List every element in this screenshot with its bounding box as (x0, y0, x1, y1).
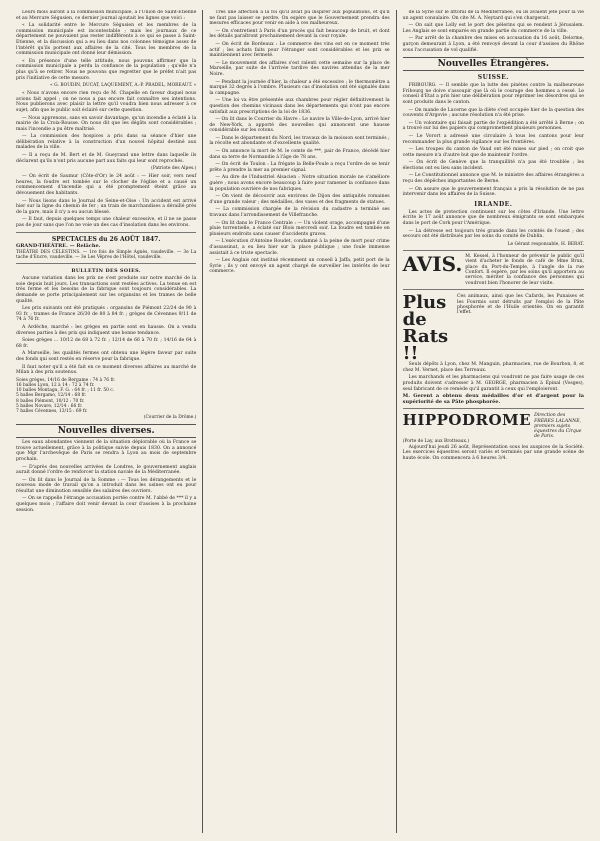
silk-price-item: 5 balles Bergamo, 12/14 : 68 fr. (16, 393, 87, 399)
irlande-heading: IRLANDE. (474, 200, 513, 208)
article-paragraph: — Dans le département du Nord, les travaux de la moisson sont terminés ; la récolte est abondante et d'excellente qualité. (209, 135, 390, 147)
theatre-listing: THÉÂTRE DES CÉLESTINS. — 1re fois de Simple Agnès, vaudeville. — 3e La tache d'Encre, vaudeville. — 3e Les Vêpres de l'Hôtel, vaudeville. (16, 249, 197, 260)
divider (403, 408, 584, 409)
divider (16, 263, 196, 264)
divider (403, 289, 584, 290)
article-paragraph: A Ardèche, marché : les grèges en partie sont en hausse. On a vendu diverses parties à des prix qui indiquent une bonne tendance. (16, 324, 197, 336)
silk-price-item: 5 balles Novare, 12/14 : 66 fr. (16, 403, 83, 409)
hippodrome-direction: Direction des FRÈRES LALANNE, premiers sujets équestres du Cirque de Paris. (534, 413, 582, 440)
avis-text: M. Kessel, à l'honneur de prévenir le public qu'il vient d'acheter le fonds de café de Mme Brun, place du Port-du-Temple, à l'angle de la rue Confort. Il espère, par les soins qu'il apportera au service, mériter la confiance des personnes qui voudront bien l'honorer de leur visite. (465, 253, 584, 286)
article-paragraph: — Par arrêt de la chambre des mises en accusation du 16 août, Delorme, garçon demeurant à Lyon, a été renvoyé devant la cour d'assises du Rhône sous l'accusation de vol qualifié. (402, 36, 584, 53)
article-paragraph: — On écrit de Bordeaux : Le commerce des vins est en ce moment très actif ; les achats faits pour l'étranger sont considérables et les prix se maintiennent avec fermeté. (209, 41, 390, 59)
article-paragraph: — On vient de découvrir aux environs de Dijon des antiquités romaines d'une grande valeur ; des médailles, des vases et des fragments de statues. (209, 194, 390, 205)
article-paragraph: — La commission chargée de la révision du cadastre a terminé ses travaux dans l'arrondissement de Villefranche. (209, 207, 390, 218)
article-paragraph: — Le Vorort a adressé une circulaire à tous les cantons pour leur recommander la plus grande vigilance sur les frontières. (402, 133, 584, 145)
article-paragraph: — Au dire de l'Industriel Alsacien : Notre situation morale ne s'améliore guère ; nous avons encore beaucoup à faire pour ramener la confiance dans la population ouvrière de nos fabriques. (209, 175, 390, 192)
article-paragraph: Les prix suivants ont été pratiqués : organsins de Piémont 22/24 de 90 à 93 fr. ; trames de France 26/30 de 80 à 84 fr. ; grèges de Cévennes 9/11 de 74 à 76 fr. (16, 306, 197, 323)
nouvelles-etrangeres-heading: Nouvelles Étrangères. (403, 57, 584, 71)
article-paragraph: M. Gerent a obtenu deux médailles d'or et d'argent pour la supériorité de sa Pâte phosphorée. (402, 393, 584, 405)
source-credit: (Patriote des Alpes.) (151, 166, 197, 172)
signature-line: « G. BOUDIN, DUCAT, LAQUEMENT, A.-P. PRADEL, MOREAUT. » (50, 83, 197, 89)
article-paragraph: — Il a reçu de M. Bert et de M. Gueyrand une lettre dans laquelle ils déclarent qu'ils n'ont pris aucune part aux faits qui leur sont reprochés. (16, 153, 197, 164)
article-paragraph: — On s'entretient à Paris d'un procès qui fait beaucoup de bruit, et dont les détails paraîtront prochainement devant la cour royale. (209, 28, 390, 40)
avis-title: AVIS. (402, 251, 463, 276)
article-paragraph: — Le Constitutionnel annonce que M. le ministre des affaires étrangères a reçu des dépêches importantes de Berne. (402, 173, 584, 185)
spectacles-heading: SPECTACLES du 26 AOÛT 1847. (51, 235, 161, 243)
article-paragraph: — On écrit de Saumur (Côte-d'Or) le 24 août : — Hier soir, vers neuf heures, la foudre est tombée sur le clocher de l'église et a causé un commencement d'incendie qui a été promptement éteint grâce au dévouement des habitants. (16, 174, 197, 197)
silk-price-item: 8 balles Piémont, 10/12 : 70 fr. (16, 398, 85, 404)
article-paragraph: — On lit dans le Courrier du Havre : Le navire la Ville-de-Lyon, arrivé hier de New-York, a apporté des nouvelles qui annoncent une hausse considérable sur les cotons. (209, 117, 390, 134)
article-paragraph: — La détresse est toujours très grande dans les comtés de l'ouest ; des secours ont été distribués par les soins du comité de Dublin. (402, 228, 584, 240)
article-paragraph: — On mande de Lucerne que la diète s'est occupée hier de la question des couvents d'Argovie ; aucune résolution n'a été prise. (402, 107, 584, 119)
hippodrome-location: (Porte de Lay, aux Brotteaux.) (402, 439, 470, 445)
silk-price-item: 7 balles Cévennes, 13/15 : 69 fr. (16, 408, 88, 414)
article-paragraph: Soies grèges ... 10/12 de 68 à 72 fr. ; 12/14 de 66 à 70 fr. ; 14/16 de 64 à 68 fr. (16, 338, 197, 349)
article-paragraph: — Les troupes du canton de Vaud ont été mises sur pied ; on croit que cette mesure n'a d'autre but que de maintenir l'ordre. (402, 147, 584, 158)
article-paragraph: « En présence d'une telle attitude, nous pouvons affirmer que la commission municipale a perdu la confiance de la population ; qu'elle n'a plus qu'à se retirer. Nous ne pouvons que regretter que le préfet n'ait pas pris l'initiative de cette mesure. (16, 58, 197, 81)
article-paragraph: « La solidarité entre le Mercure Ségusien et les membres de la commission municipale est incontestable ; mais les journaux de ce département ne pouvaient pas rester indifférents à ce qui se passe à Saint-Etienne, et la discussion qui a eu lieu dans nos colonnes témoigne assez de l'intérêt qu'ils portent aux affaires de la cité. Tous les membres de la commission municipale ont donné leur démission. (16, 23, 197, 57)
article-paragraph: A Marseille, les qualités fermes ont obtenu une légère faveur par suite des fonds qui sont restés en réserve pour la fabrique. (16, 351, 197, 362)
article-paragraph: Aucune variation dans les prix ne s'est produite sur notre marché de la soie depuis huit jours. Les transactions sont restées actives. La tenue en est très ferme et les besoins de la fabrique sont toujours considérables. La demande se porte principalement sur les organsins et les trames de belle qualité. (16, 276, 197, 304)
article-paragraph: — On écrit de Genève que la tranquillité n'a pas été troublée ; les élections ont eu lieu sans incident. (402, 160, 584, 171)
article-paragraph: de la Syrie sur le littoral de la Méditerranée, où ils avaient jeté pour la vie un agent consulaire. On cite M. A. Neytard qui s'en chargerait. (402, 10, 584, 21)
article-paragraph: — D'après des nouvelles arrivées de Londres, le gouvernement anglais aurait donné l'ordre de renforcer la station navale de la Méditerranée. (16, 464, 197, 476)
column-left (10, 10, 203, 833)
theatre-listing: GRAND-THÉÂTRE. — Relâche. (16, 242, 101, 249)
column-middle (203, 10, 396, 833)
silk-price-item: 10 balles Montagu, F. G. : 64 fr. ; 11 fr. 50 c. (16, 388, 115, 394)
article-paragraph: — On assure que le gouvernement français a pris la résolution de ne pas intervenir dans les affaires de la Suisse. (402, 186, 584, 198)
article-paragraph: — Nous lisons dans le Journal de Seine-et-Oise : Un accident est arrivé hier sur la ligne du chemin de fer ; un train de marchandises a déraillé près de la gare, mais il n'y a eu aucun blessé. (16, 198, 197, 215)
rats-title: Plus de Rats !! (402, 292, 449, 365)
divider (403, 250, 584, 251)
article-paragraph: — On lit dans le Journal de la Somme : — Tous les dérangements et le nouveau mode de travail qu'on a introduit dans les usines ont eu pour résultat une diminution sensible des salaires des ouvriers. (16, 477, 197, 494)
article-paragraph: Il faut noter qu'il a été fait en ce moment diverses affaires au marché de Milan à des prix soutenus. (16, 364, 197, 376)
article-paragraph: — On sait que Lolly est le port des pèlerins qui se rendent à Jérusalem. Les Anglais se sont emparés en grande partie du commerce de la ville. (402, 23, 584, 34)
avis-advertisement (402, 251, 584, 286)
article-paragraph: FRIBOURG. — Il semble que la lutte des pinètes contre la malheureuse Fribourg ne doive s'assoupir que là où le courage des hommes a cessé. Le conseil d'Etat a pris hier une délibération pour réprimer les désordres qui se sont produits dans le canton. (402, 83, 584, 105)
divider (16, 232, 196, 233)
hippodrome-advertisement (403, 413, 584, 439)
rats-depot: Seuls dépôts à Lyon, chez M. Manguin, pharmacien, rue de Bourbon, 8, et chez M. Vernet, place des Terreaux. (402, 362, 584, 373)
source-credit: (Courrier de la Drôme.) (143, 415, 197, 421)
article-paragraph: — On lit dans le France Centrale : — Un violent orage, accompagné d'une pluie torrentielle, a éclaté sur Blois mercredi soir. La foudre est tombée en plusieurs endroits sans causer d'accidents graves. (209, 220, 390, 237)
silk-price-item: Soies grèges, 14/16 de Bergame : 74 à 76 fr. (16, 377, 116, 383)
article-paragraph: — Pendant la journée d'hier, la chaleur a été excessive ; le thermomètre a marqué 32 degrés à l'ombre. Plusieurs cas d'insolation ont été signalés dans la campagne. (209, 79, 390, 96)
nouvelles-diverses-heading: Nouvelles diverses. (16, 424, 196, 438)
suisse-heading: SUISSE. (477, 74, 509, 82)
article-paragraph: — Il faut, depuis quelques temps une chaleur excessive, et il ne se passe pas de jour sans que l'on ne voie un des cas d'insolation dans les environs. (16, 217, 197, 228)
article-paragraph: Très une affection à la foi qu'il avait pu inspirer aux populations, et qu'il ne faut pas laisser se perdre. On espère que le Gouvernement prendra des mesures efficaces pour venir en aide à ces malheureux. (209, 10, 390, 27)
column-right (397, 10, 590, 833)
article-paragraph: Les eaux abondantes viennent de la situation déplorable où la France se trouve actuellement, grâce à la politique suivie depuis 1830. On a annoncé que Mgr l'archevêque de Paris se rendra à Lyon au mois de septembre prochain. (16, 440, 197, 462)
article-paragraph: — On se rappelle l'étrange accusation portée contre M. l'abbé de *** il y a quelques mois ; l'affaire doit venir devant la cour d'assises à la prochaine session. (16, 496, 197, 513)
newspaper-columns (10, 10, 590, 833)
article-paragraph: — L'exécution d'Antoine Roudet, condamné à la peine de mort pour crime d'assassinat, a eu lieu hier sur la place publique ; une foule immense assistait à ce triste spectacle. (209, 239, 390, 256)
bulletin-heading: BULLETIN DES SOIES. (71, 268, 141, 275)
article-paragraph: — Les Anglais ont institué récemment un conseil à Jaffa, petit port de la Syrie ; ils y ont envoyé un agent chargé de surveiller les intérêts de leur commerce. (209, 258, 390, 275)
hippodrome-text: Aujourd'hui jeudi 26 août, Représentation sous les auspices de la Société. Les exercices équestres seront variés et terminés par une grande scène de haute école. On commencera à 6 heures 3/4. (402, 444, 584, 461)
article-paragraph: — La commission des hospices a pris dans sa séance d'hier une délibération relative à la construction d'un nouvel hôpital destiné aux malades de la ville. (16, 134, 197, 151)
silk-price-item: 16 balles Lyon, 12 à 14 : 72 à 74 fr. (16, 382, 95, 388)
article-paragraph: — On écrit de Toulon : La frégate la Belle-Poule a reçu l'ordre de se tenir prête à prendre la mer au premier signal. (209, 162, 390, 173)
article-paragraph: Les actes de protection continuent sur les côtes d'Irlande. Une lettre écrite le 17 août annonce que de nombreux émigrants se sont embarqués dans le port de Cork pour l'Amérique. (402, 209, 584, 227)
article-paragraph: — Un volontaire qui faisait partie de l'expédition a été arrêté à Berne ; on a trouvé sur lui des papiers qui compromettent plusieurs personnes. (402, 120, 584, 132)
article-paragraph: Les marchands et les pharmaciens qui voudront ne pas faire usage de ces produits doivent s'adresser à M. GEORGE, pharmacien à Épinal (Vosges), seul fabricant de ce remède qu'il garantit à ceux qui l'emploieront. (402, 375, 584, 392)
article-paragraph: — On annonce la mort de M. le comte de ***, pair de France, décédé hier dans sa terre de Normandie à l'âge de 78 ans. (209, 149, 390, 160)
rats-advertisement (402, 292, 584, 365)
article-paragraph: « Nous n'avons encore rien reçu de M. Chapelle en faveur duquel nous avions fait appel ; on ne nous a pas encore fait connaître ses intentions. Nous publierons avec plaisir la lettre qu'il voudra bien nous adresser à ce sujet, afin que le public soit éclairé sur cette question. (16, 91, 197, 113)
hippodrome-title: HIPPODROME (402, 411, 532, 430)
rats-text: Ces animaux, ainsi que les Cafards, les Punaises et les Fourmis sont détruits par l'emploi de la Pâte phosphorée et de l'Huile orientée. On en garantit l'effet. (457, 294, 584, 316)
gerant-signature: Le Gérant responsable, H. BERAT. (507, 241, 584, 247)
article-paragraph: — Nous apprenons, sans en savoir davantage, qu'un incendie a éclaté à la mairie de la Croix-Rousse. On nous dit que les dégâts sont considérables ; mais l'incendie a pu être maîtrisé. (16, 115, 197, 132)
article-paragraph: Leurs mois auront à la commission municipale, à l'Union de Saint-Etienne et au Mercure Ségusien, ce dernier journal ajoutait les lignes que voici : (16, 10, 197, 21)
article-paragraph: — Le mouvement des affaires s'est ralenti cette semaine sur la place de Marseille, par suite de l'arrivée tardive des navires attendus de la mer Noire. (209, 60, 390, 77)
article-paragraph: — Une loi va être présentée aux chambres pour régler définitivement la question des chemins vicinaux dans les départements qui n'ont pas encore satisfait aux prescriptions de la loi de 1836. (209, 98, 390, 115)
